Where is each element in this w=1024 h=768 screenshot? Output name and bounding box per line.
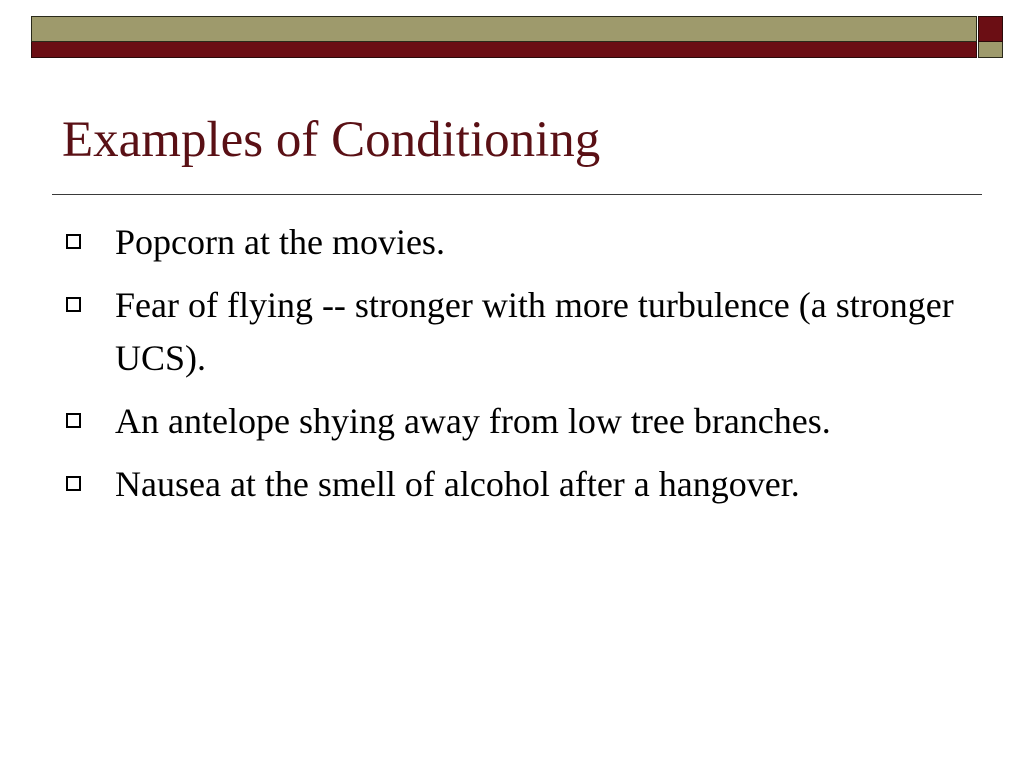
header-maroon-square — [978, 16, 1003, 42]
hollow-square-icon — [66, 476, 81, 491]
bullet-text: Fear of flying -- stronger with more turbulence (a stronger UCS). — [115, 285, 954, 378]
header-olive-bar — [31, 16, 977, 42]
bullet-item — [66, 216, 966, 269]
title-divider — [52, 194, 982, 195]
bullet-item — [66, 395, 966, 448]
header-maroon-bar — [31, 42, 977, 58]
hollow-square-icon — [66, 297, 81, 312]
bullet-item — [66, 458, 966, 511]
header-olive-square — [978, 42, 1003, 58]
bullet-text: An antelope shying away from low tree branches. — [115, 401, 831, 441]
hollow-square-icon — [66, 234, 81, 249]
bullet-text: Nausea at the smell of alcohol after a hangover. — [115, 464, 800, 504]
bullet-item — [66, 279, 966, 385]
bullet-text: Popcorn at the movies. — [115, 222, 445, 262]
hollow-square-icon — [66, 413, 81, 428]
bullet-list — [66, 216, 966, 521]
slide-title: Examples of Conditioning — [62, 112, 601, 168]
